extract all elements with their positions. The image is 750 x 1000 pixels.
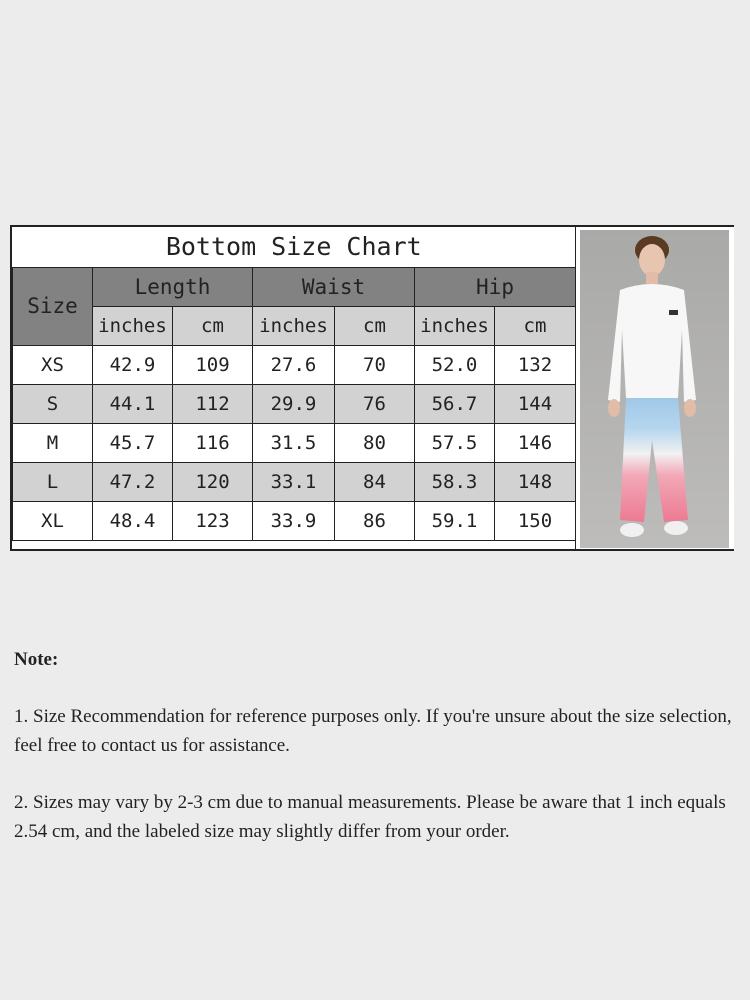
- unit-header: inches: [253, 306, 335, 345]
- table-row: [13, 384, 576, 423]
- size-table: [12, 227, 576, 541]
- value-cell: 44.1: [93, 384, 173, 423]
- value-cell: 31.5: [253, 423, 335, 462]
- model-photo-cell: [575, 227, 734, 549]
- logo-badge: [669, 310, 678, 315]
- value-cell: 84: [335, 462, 415, 501]
- unit-header: cm: [495, 306, 576, 345]
- value-cell: 86: [335, 501, 415, 540]
- group-header-waist: Waist: [253, 267, 415, 306]
- table-row: [13, 423, 576, 462]
- value-cell: 144: [495, 384, 576, 423]
- value-cell: 58.3: [415, 462, 495, 501]
- value-cell: 59.1: [415, 501, 495, 540]
- model-illustration: [580, 230, 729, 548]
- value-cell: 120: [173, 462, 253, 501]
- value-cell: 57.5: [415, 423, 495, 462]
- value-cell: 76: [335, 384, 415, 423]
- chart-title: Bottom Size Chart: [13, 227, 576, 267]
- notes-title: Note:: [14, 649, 59, 670]
- value-cell: 29.9: [253, 384, 335, 423]
- value-cell: 45.7: [93, 423, 173, 462]
- value-cell: 52.0: [415, 345, 495, 384]
- value-cell: 109: [173, 345, 253, 384]
- value-cell: 33.1: [253, 462, 335, 501]
- value-cell: 56.7: [415, 384, 495, 423]
- size-cell: S: [13, 384, 93, 423]
- value-cell: 112: [173, 384, 253, 423]
- table-row: [13, 462, 576, 501]
- pants: [620, 398, 688, 522]
- table-row: [13, 345, 576, 384]
- shoe-left: [620, 523, 644, 537]
- value-cell: 48.4: [93, 501, 173, 540]
- value-cell: 27.6: [253, 345, 335, 384]
- value-cell: 132: [495, 345, 576, 384]
- size-cell: XS: [13, 345, 93, 384]
- unit-header: inches: [415, 306, 495, 345]
- face: [639, 244, 665, 276]
- note-item: 2. Sizes may vary by 2-3 cm due to manual measurements. Please be aware that 1 inch equals 2.54 cm, and the labeled size may slightly differ from your order.: [14, 792, 726, 842]
- unit-header: cm: [173, 306, 253, 345]
- sweatshirt: [608, 284, 696, 402]
- value-cell: 146: [495, 423, 576, 462]
- value-cell: 42.9: [93, 345, 173, 384]
- unit-header: cm: [335, 306, 415, 345]
- note-item: 1. Size Recommendation for reference purposes only. If you're unsure about the size selection, feel free to contact us for assistance.: [14, 706, 732, 756]
- value-cell: 116: [173, 423, 253, 462]
- unit-header: inches: [93, 306, 173, 345]
- value-cell: 150: [495, 501, 576, 540]
- size-chart: [10, 225, 734, 551]
- value-cell: 80: [335, 423, 415, 462]
- size-cell: L: [13, 462, 93, 501]
- notes-section: [14, 645, 734, 874]
- value-cell: 70: [335, 345, 415, 384]
- model-photo: [580, 230, 729, 548]
- group-header-length: Length: [93, 267, 253, 306]
- shoe-right: [664, 521, 688, 535]
- table-row: [13, 501, 576, 540]
- size-header: Size: [13, 267, 93, 345]
- value-cell: 47.2: [93, 462, 173, 501]
- group-header-hip: Hip: [415, 267, 576, 306]
- value-cell: 33.9: [253, 501, 335, 540]
- size-cell: M: [13, 423, 93, 462]
- size-cell: XL: [13, 501, 93, 540]
- value-cell: 148: [495, 462, 576, 501]
- value-cell: 123: [173, 501, 253, 540]
